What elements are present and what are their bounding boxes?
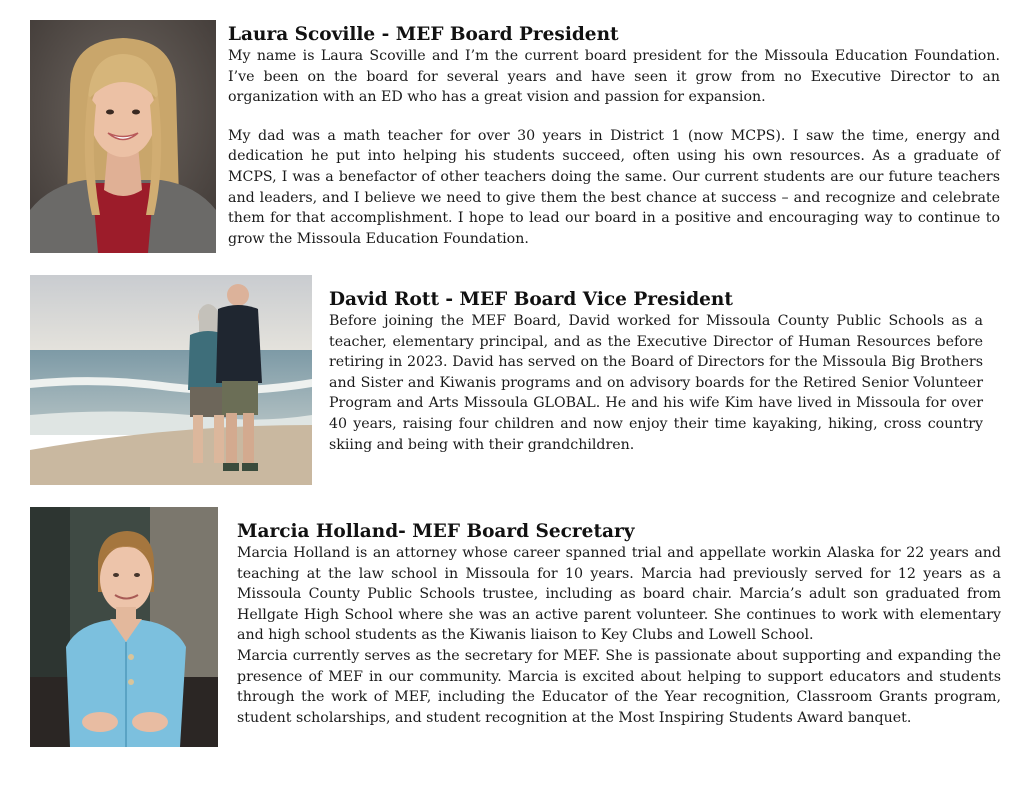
david-rott-heading: David Rott - MEF Board Vice President <box>329 289 733 310</box>
laura-scoville-photo <box>30 20 216 253</box>
laura-scoville-paragraph: My name is Laura Scoville and I’m the current board president for the Missoula Education Foundation. I’ve been on the board for several years and have seen it grow from no Executive Director to an organization with an ED who has a great vision and passion for expansion. <box>228 48 1000 106</box>
laura-scoville-heading: Laura Scoville - MEF Board President <box>228 24 619 45</box>
david-rott-paragraph: Before joining the MEF Board, David worked for Missoula County Public Schools as a teacher, elementary principal, and as the Executive Director of Human Resources before retiring in 2023. David has served on the Board of Directors for the Missoula Big Brothers and Sister and Kiwanis programs and on advisory boards for the Retired Senior Volunteer Program and Arts Missoula GLOBAL. He and his wife Kim have lived in Missoula for over 40 years, raising four children and now enjoy their time kayaking, hiking, cross country skiing and being with their grandchildren. <box>329 313 983 453</box>
marcia-holland-heading: Marcia Holland- MEF Board Secretary <box>237 521 635 542</box>
laura-scoville-bio <box>228 24 1000 249</box>
david-rott-bio <box>329 289 983 455</box>
david-rott-photo <box>30 275 312 485</box>
marcia-holland-photo <box>30 507 218 747</box>
marcia-holland-bio <box>237 521 1001 728</box>
marcia-holland-paragraph: Marcia Holland is an attorney whose career spanned trial and appellate workin Alaska for 22 years and teaching at the law school in Missoula for 10 years. Marcia had previously served for 12 years as a Missoula County Public Schools trustee, including as board chair. Marcia’s adult son graduated from Hellgate High School where she was an active parent volunteer. She continues to work with elementary and high school students as the Kiwanis liaison to Key Clubs and Lowell School. <box>237 545 1001 644</box>
laura-scoville-paragraph: My dad was a math teacher for over 30 years in District 1 (now MCPS). I saw the time, energy and dedication he put into helping his students succeed, often using his own resources. As a graduate of MCPS, I was a benefactor of other teachers doing the same. Our current students are our future teachers and leaders, and I believe we need to give them the best chance at success – and recognize and celebrate them for that accomplishment. I hope to lead our board in a positive and encouraging way to continue to grow the Missoula Education Foundation. <box>228 127 1000 247</box>
marcia-holland-paragraph: Marcia currently serves as the secretary for MEF. She is passionate about supporting and expanding the presence of MEF in our community. Marcia is excited about helping to support educators and students through the work of MEF, including the Educator of the Year recognition, Classroom Grants program, student scholarships, and student recognition at the Most Inspiring Students Award banquet. <box>237 647 1001 726</box>
